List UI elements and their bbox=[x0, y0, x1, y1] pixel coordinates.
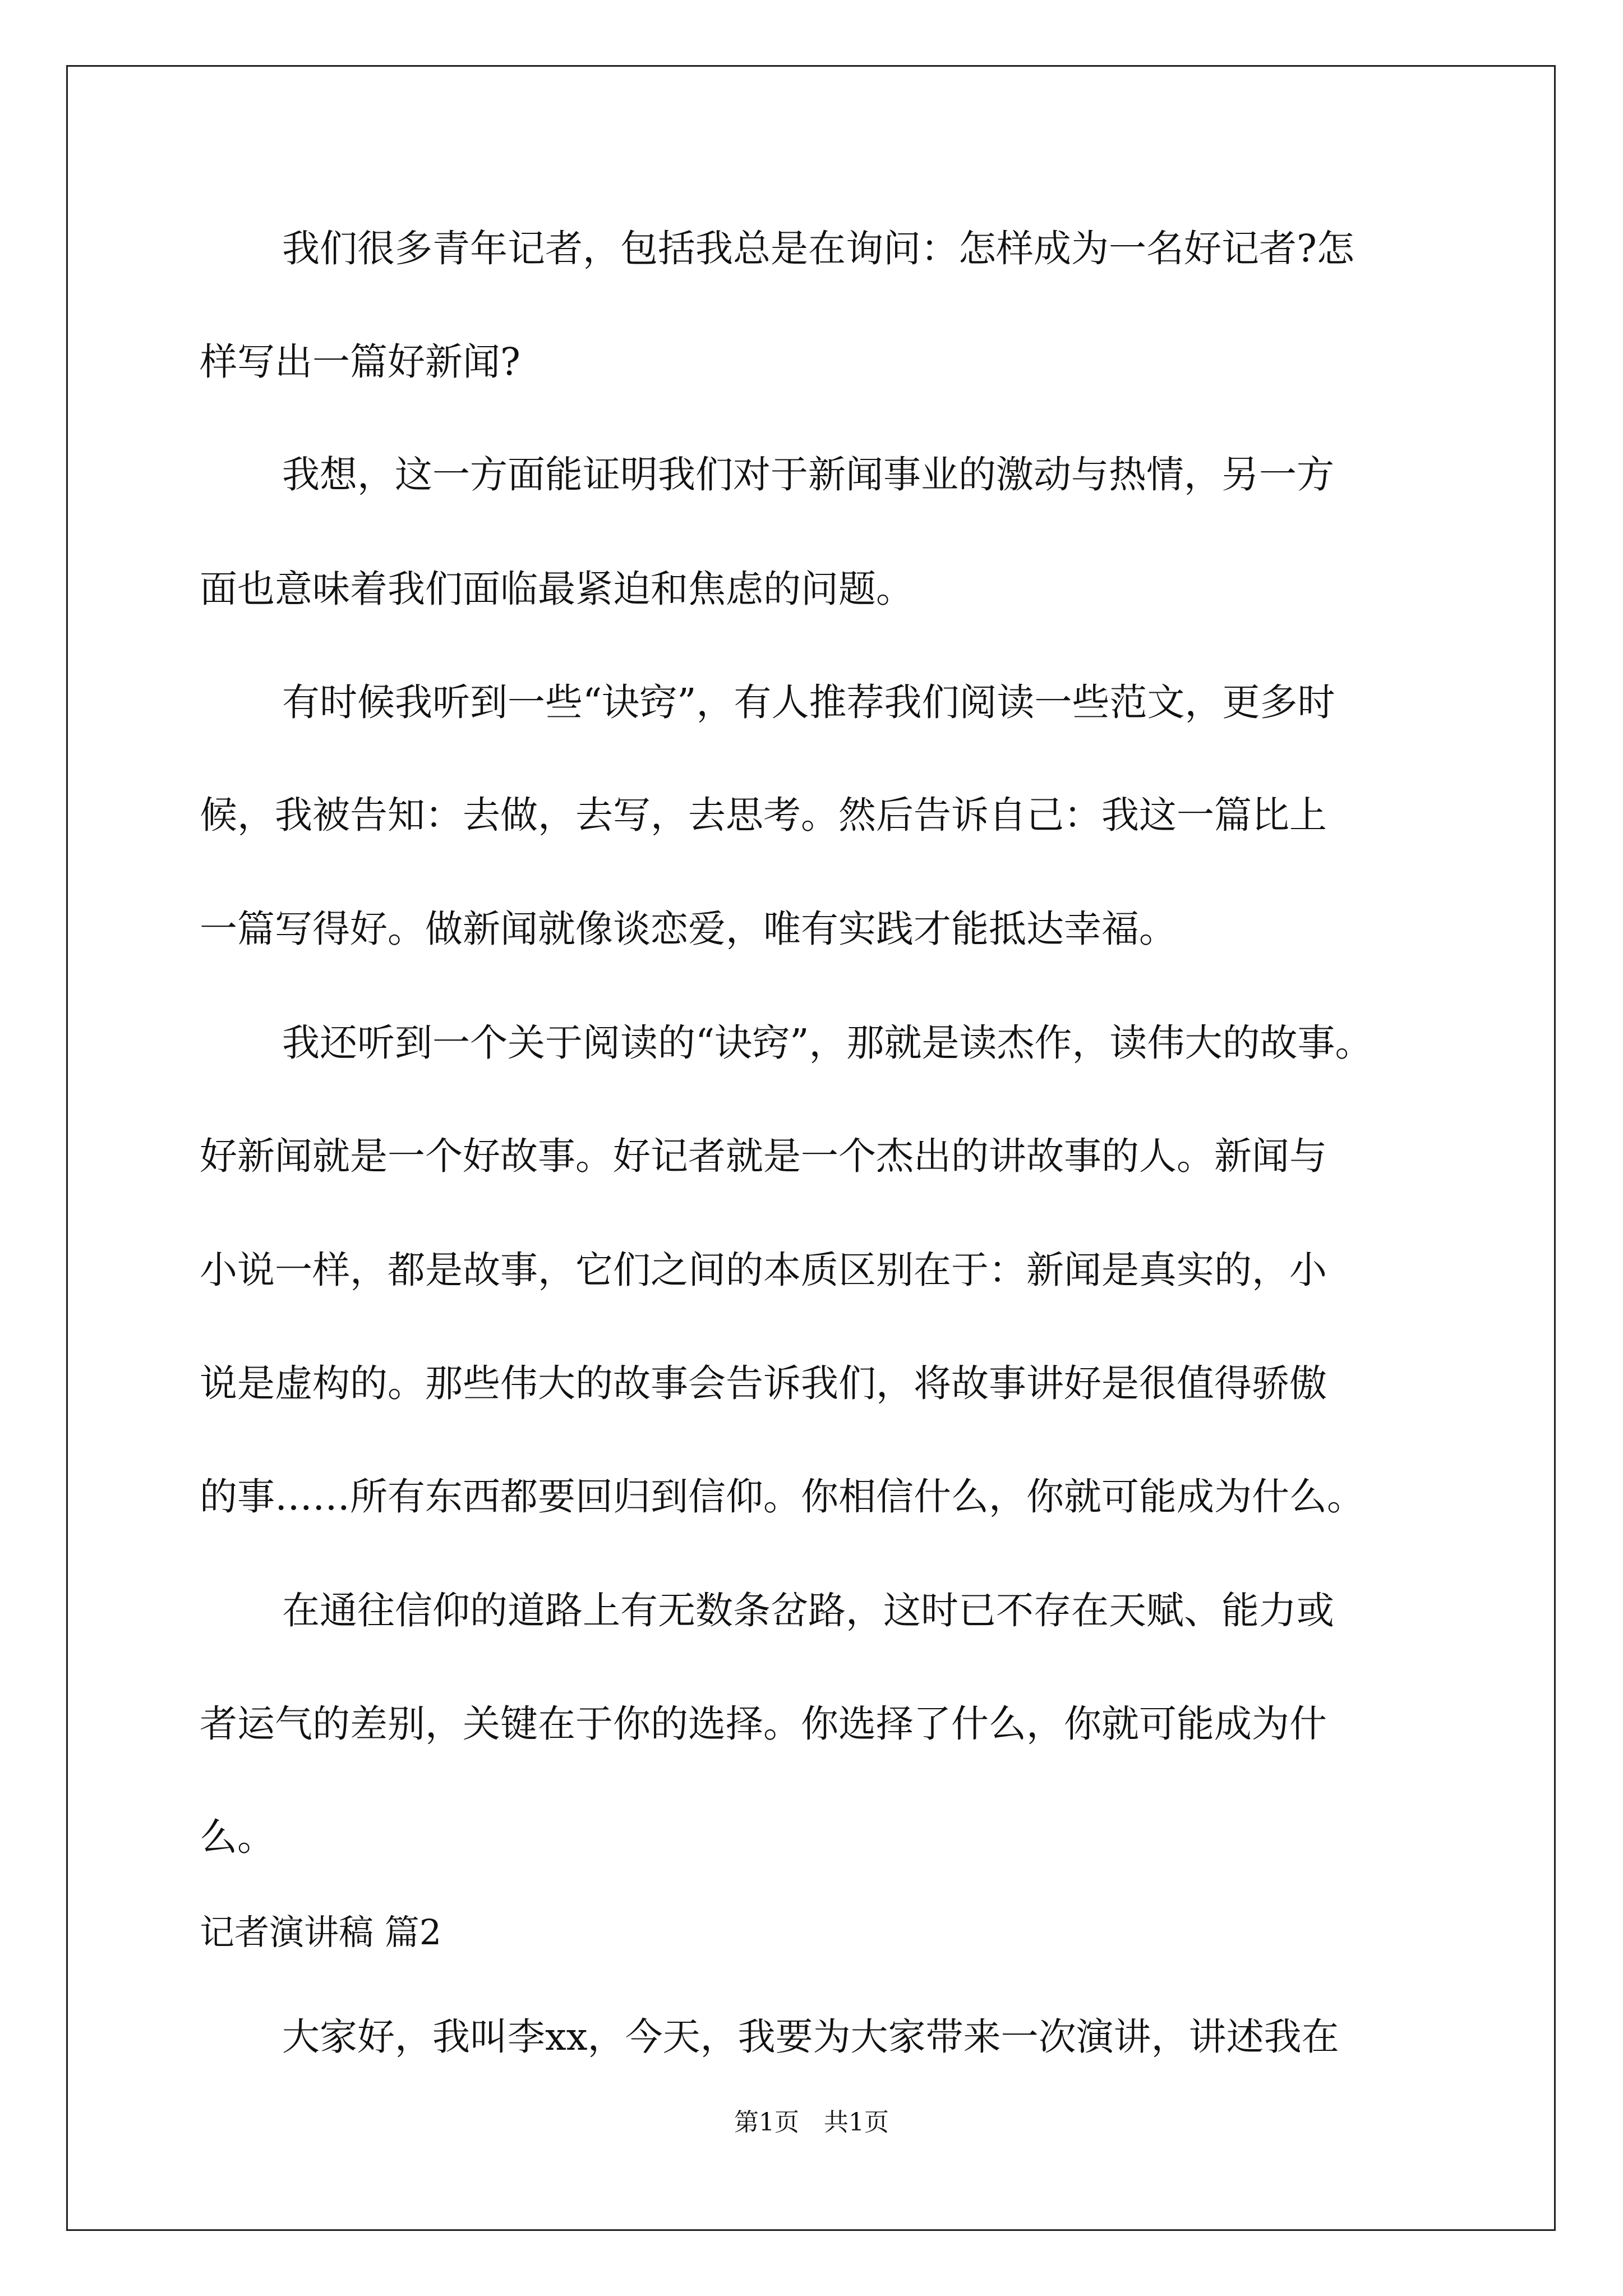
paragraph-4-line-5: 的事……所有东西都要回归到信仰。你相信什么，你就可能成为什么。 bbox=[200, 1475, 1364, 1519]
paragraph-3-line-2: 候，我被告知：去做，去写，去思考。然后告诉自己：我这一篇比上 bbox=[200, 793, 1327, 837]
paragraph-5-line-2: 者运气的差别，关键在于你的选择。你选择了什么，你就可能成为什 bbox=[200, 1702, 1327, 1746]
paragraph-1-line-1: 我们很多青年记者，包括我总是在询问：怎样成为一名好记者?怎 bbox=[282, 227, 1354, 270]
paragraph-4-line-1: 我还听到一个关于阅读的“诀窍”，那就是读杰作，读伟大的故事。 bbox=[282, 1021, 1373, 1065]
paragraph-1-line-2: 样写出一篇好新闻? bbox=[200, 340, 520, 384]
section-heading: 记者演讲稿 篇2 bbox=[200, 1912, 442, 1953]
paragraph-4-line-4: 说是虚构的。那些伟大的故事会告诉我们，将故事讲好是很值得骄傲 bbox=[200, 1361, 1327, 1405]
last-paragraph-line-1: 大家好，我叫李xx，今天，我要为大家带来一次演讲，讲述我在 bbox=[282, 2015, 1339, 2059]
page-footer: 第1页 共1页 bbox=[734, 2108, 889, 2137]
paragraph-4-line-3: 小说一样，都是故事，它们之间的本质区别在于：新闻是真实的，小 bbox=[200, 1248, 1327, 1292]
paragraph-3-line-3: 一篇写得好。做新闻就像谈恋爱，唯有实践才能抵达幸福。 bbox=[200, 907, 1177, 951]
paragraph-5-line-3: 么。 bbox=[200, 1815, 275, 1859]
paragraph-5-line-1: 在通往信仰的道路上有无数条岔路，这时已不存在天赋、能力或 bbox=[282, 1589, 1334, 1632]
paragraph-2-line-2: 面也意味着我们面临最紧迫和焦虑的问题。 bbox=[200, 567, 914, 611]
paragraph-2-line-1: 我想，这一方面能证明我们对于新闻事业的激动与热情，另一方 bbox=[282, 453, 1334, 496]
paragraph-3-line-1: 有时候我听到一些“诀窍”，有人推荐我们阅读一些范文，更多时 bbox=[282, 680, 1335, 724]
paragraph-4-line-2: 好新闻就是一个好故事。好记者就是一个杰出的讲故事的人。新闻与 bbox=[200, 1134, 1327, 1178]
